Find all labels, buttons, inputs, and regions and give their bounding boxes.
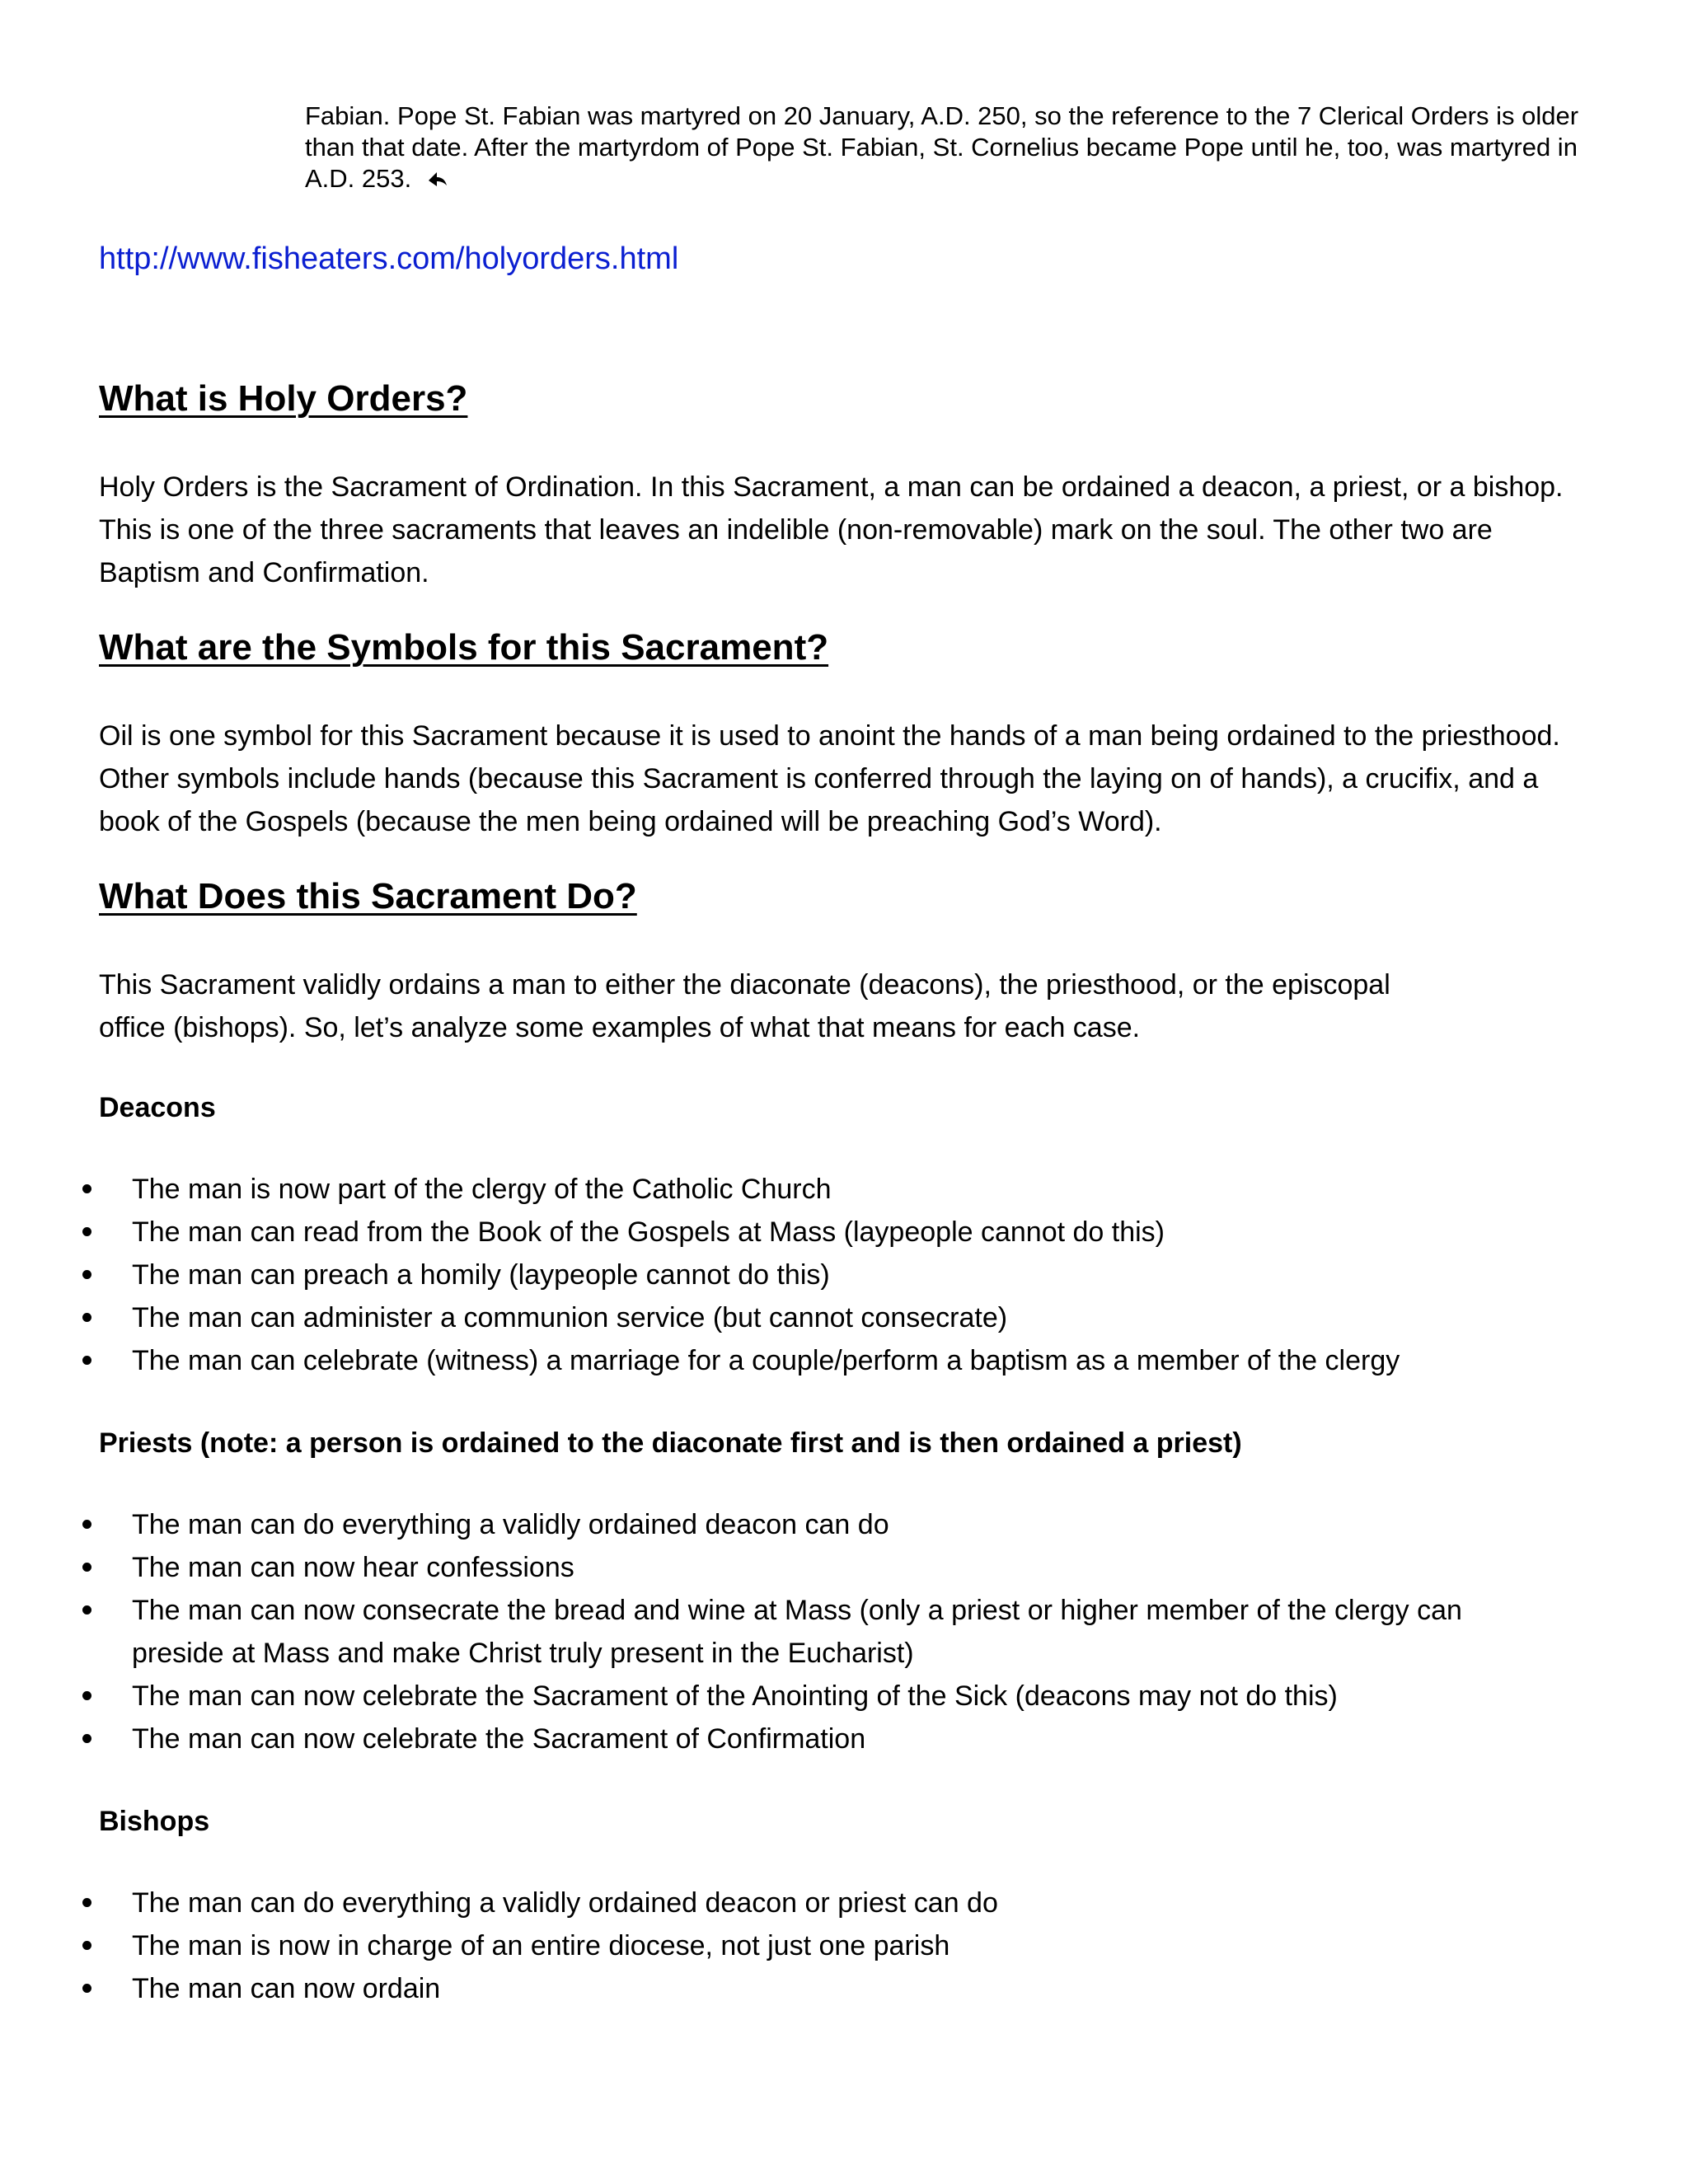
list-item	[0, 1168, 1550, 1211]
deacons-list	[0, 1168, 1550, 1382]
subheading-deacons: Deacons	[99, 1092, 216, 1123]
list-item-text: The man can do everything a validly ordained deacon or priest can do	[132, 1887, 998, 1919]
heading-what-does: What Does this Sacrament Do?	[99, 876, 637, 916]
bullet-icon	[82, 1984, 91, 1993]
bullet-icon	[82, 1270, 91, 1279]
bullet-icon	[82, 1356, 91, 1365]
paragraph-what-does-line1: This Sacrament validly ordains a man to either the diaconate (deacons), the priesthood, or the episcopal	[99, 969, 1390, 1001]
bullet-icon	[82, 1227, 91, 1236]
list-item-text: The man can celebrate (witness) a marriage for a couple/perform a baptism as a member of the clergy	[132, 1345, 1400, 1376]
list-item-text: The man can preach a homily (laypeople cannot do this)	[132, 1259, 830, 1291]
bullet-icon	[82, 1313, 91, 1322]
list-item-text: The man can now hear confessions	[132, 1552, 574, 1583]
subheading-priests: Priests (note: a person is ordained to the diaconate first and is then ordained a priest)	[99, 1427, 1242, 1459]
return-arrow-icon[interactable]	[427, 165, 448, 196]
bullet-icon	[82, 1898, 91, 1907]
list-item	[0, 1924, 1550, 1967]
list-item	[0, 1296, 1550, 1339]
list-item	[0, 1589, 1550, 1675]
footnote	[305, 101, 1591, 196]
heading-symbols: What are the Symbols for this Sacrament?	[99, 627, 829, 668]
list-item-text: The man can now celebrate the Sacrament of Confirmation	[132, 1723, 866, 1755]
list-item-text: The man can now consecrate the bread and wine at Mass (only a priest or higher member of the clergy can preside at Mass and make Christ truly present in the Eucharist)	[132, 1595, 1462, 1669]
paragraph-what-does-line2: office (bishops). So, let’s analyze some examples of what that means for each case.	[99, 1012, 1141, 1043]
list-item-text: The man is now part of the clergy of the Catholic Church	[132, 1174, 832, 1205]
footnote-text: Fabian. Pope St. Fabian was martyred on 20 January, A.D. 250, so the reference to the 7 Clerical Orders is older than that date. After the martyrdom of Pope St. Fabian, St. Cornelius became Pope until he, too, was martyred in A.D. 253.	[305, 101, 1579, 193]
bullet-icon	[82, 1734, 91, 1743]
source-link[interactable]: http://www.fisheaters.com/holyorders.html	[99, 241, 679, 276]
list-item	[0, 1967, 1550, 2010]
list-item	[0, 1675, 1550, 1718]
list-item	[0, 1503, 1550, 1546]
bullet-icon	[82, 1691, 91, 1700]
heading-what-is-holy-orders: What is Holy Orders?	[99, 378, 468, 419]
list-item	[0, 1339, 1550, 1382]
paragraph-what-is-holy-orders: Holy Orders is the Sacrament of Ordination. In this Sacrament, a man can be ordained a deacon, a priest, or a bishop. This is one of the three sacraments that leaves an indelible (non-removable) mark on the soul. The other two are Baptism and Confirmation.	[99, 471, 1564, 588]
list-item-text: The man can now ordain	[132, 1973, 441, 2004]
bullet-icon	[82, 1605, 91, 1615]
list-item	[0, 1718, 1550, 1760]
list-item-text: The man can do everything a validly ordained deacon can do	[132, 1509, 889, 1540]
list-item-text: The man can now celebrate the Sacrament of the Anointing of the Sick (deacons may not do this)	[132, 1680, 1338, 1712]
list-item-text: The man can administer a communion service (but cannot consecrate)	[132, 1302, 1008, 1333]
priests-list	[0, 1503, 1550, 1760]
bullet-icon	[82, 1563, 91, 1572]
list-item	[0, 1882, 1550, 1924]
bullet-icon	[82, 1184, 91, 1193]
list-item-text: The man is now in charge of an entire diocese, not just one parish	[132, 1930, 950, 1961]
paragraph-what-does	[99, 963, 1582, 1049]
bullet-icon	[82, 1520, 91, 1529]
paragraph-symbols: Oil is one symbol for this Sacrament because it is used to anoint the hands of a man being ordained to the priesthood. Other symbols include hands (because this Sacrament is conferred through the laying on of hands), a crucifix, and a book of the Gospels (because the men being ordained will be preaching God’s Word).	[99, 720, 1560, 837]
list-item	[0, 1211, 1550, 1254]
list-item	[0, 1254, 1550, 1296]
bishops-list	[0, 1882, 1550, 2010]
subheading-bishops: Bishops	[99, 1806, 210, 1837]
bullet-icon	[82, 1941, 91, 1950]
list-item-text: The man can read from the Book of the Gospels at Mass (laypeople cannot do this)	[132, 1216, 1165, 1248]
list-item	[0, 1546, 1550, 1589]
